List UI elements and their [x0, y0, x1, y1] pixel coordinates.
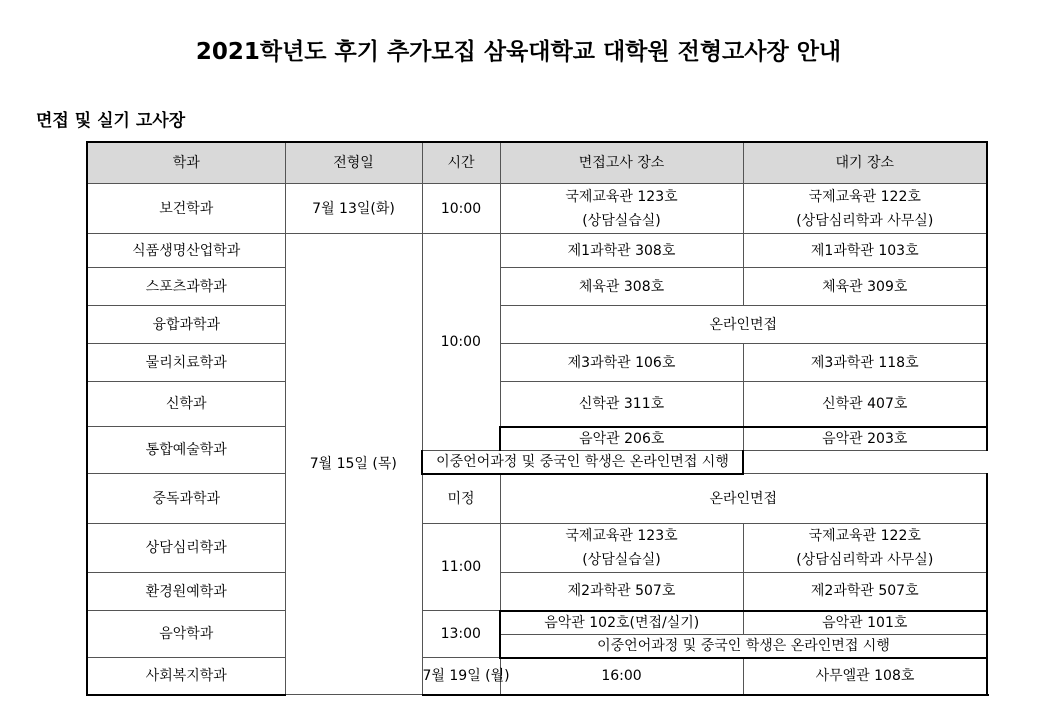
note-cell: 이중언어과정 및 중국인 학생은 온라인면접 시행 [500, 634, 987, 658]
header-time: 시간 [422, 142, 500, 184]
wait-cell: 체육관 309호 [743, 268, 987, 306]
time-cell: 10:00 [422, 184, 500, 234]
room-line-1: 국제교육관 123호 [565, 188, 678, 205]
room-cell: 신학관 311호 [500, 382, 743, 427]
table-row [87, 268, 987, 306]
dept-cell: 중독과학과 [87, 474, 285, 524]
online-cell: 온라인면접 [500, 306, 987, 344]
table-header-row [87, 142, 987, 184]
wait-cell: 제3과학관 118호 [743, 344, 987, 382]
table-row [87, 184, 987, 234]
table-row [87, 427, 987, 451]
dept-cell: 보건학과 [87, 184, 285, 234]
wait-line-1: 국제교육관 122호 [808, 528, 921, 544]
header-dept: 학과 [87, 142, 285, 184]
wait-cell: 음악관 101호 [743, 611, 987, 635]
table-row [87, 524, 987, 573]
time-cell: 미정 [422, 474, 500, 524]
document-title: 2021학년도 후기 추가모집 삼육대학교 대학원 전형고사장 안내 [195, 39, 842, 65]
room-cell: 제2과학관 507호 [500, 573, 743, 611]
room-cell: 음악관 206호 [500, 427, 743, 451]
date-cell: 7월 13일(화) [285, 184, 422, 234]
dept-cell: 환경원예학과 [87, 573, 285, 611]
section-title: 면접 및 실기 고사장 [36, 111, 186, 131]
header-room: 면접고사 장소 [500, 142, 743, 184]
note-cell: 이중언어과정 및 중국인 학생은 온라인면접 시행 [422, 450, 743, 474]
dept-cell: 사회복지학과 [87, 658, 285, 695]
dept-cell: 융합과학과 [87, 306, 285, 344]
table-row [87, 382, 987, 427]
time-cell: 13:00 [422, 611, 500, 658]
dept-cell: 식품생명산업학과 [87, 234, 285, 268]
room-cell: 음악관 102호(면접/실기) [500, 611, 743, 635]
header-wait: 대기 장소 [743, 142, 987, 184]
dept-cell: 상담심리학과 [87, 524, 285, 573]
exam-schedule-table [86, 141, 988, 696]
table-row [87, 611, 987, 635]
dept-cell: 음악학과 [87, 611, 285, 658]
dept-cell: 물리치료학과 [87, 344, 285, 382]
room-cell [500, 524, 743, 573]
table-row [87, 474, 987, 524]
room-cell: 사무엘관 108호 [743, 658, 987, 695]
table-row [87, 344, 987, 382]
room-cell [500, 184, 743, 234]
dept-cell: 통합예술학과 [87, 427, 285, 474]
table-row [87, 658, 987, 695]
table-row [87, 573, 987, 611]
online-cell: 온라인면접 [500, 474, 987, 524]
room-line-1: 국제교육관 123호 [565, 528, 678, 544]
wait-cell: 제1과학관 103호 [743, 234, 987, 268]
merged-time-cell-1000: 10:00 [422, 234, 500, 451]
wait-cell: 신학관 407호 [743, 382, 987, 427]
header-date: 전형일 [285, 142, 422, 184]
time-cell: 16:00 [500, 658, 743, 695]
table-row [87, 306, 987, 344]
wait-line-1: 국제교육관 122호 [808, 188, 921, 205]
table-row [87, 234, 987, 268]
room-cell: 체육관 308호 [500, 268, 743, 306]
wait-line-2: (상담심리학과 사무실) [796, 212, 934, 229]
wait-cell: 제2과학관 507호 [743, 573, 987, 611]
wait-line-2: (상담심리학과 사무실) [796, 552, 934, 568]
dept-cell: 신학과 [87, 382, 285, 427]
merged-time-cell-1100: 11:00 [422, 524, 500, 611]
room-line-2: (상담실습실) [582, 212, 661, 229]
wait-cell [743, 524, 987, 573]
date-cell: 7월 19일 (월) [422, 658, 500, 695]
room-line-2: (상담실습실) [582, 552, 661, 568]
dept-cell: 스포츠과학과 [87, 268, 285, 306]
room-cell: 제1과학관 308호 [500, 234, 743, 268]
wait-cell: 음악관 203호 [743, 427, 987, 451]
merged-date-cell: 7월 15일 (목) [285, 234, 422, 695]
wait-cell [743, 184, 987, 234]
room-cell: 제3과학관 106호 [500, 344, 743, 382]
